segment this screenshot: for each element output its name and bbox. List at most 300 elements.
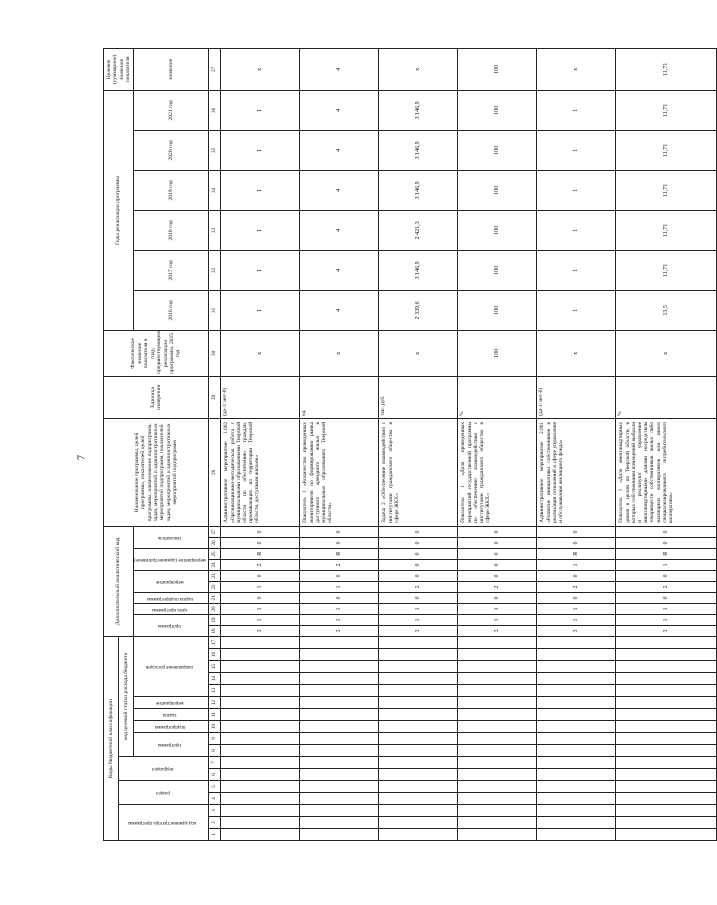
code-cell <box>300 781 379 793</box>
column-number: 10 <box>209 721 221 733</box>
year-value-cell: 1 <box>537 170 616 210</box>
code-cell <box>221 661 300 673</box>
code-cell <box>616 709 717 721</box>
year-value-cell: 1 <box>221 210 300 250</box>
admin-code-header: код администратора программы <box>119 805 209 841</box>
code-cell: 0 <box>221 537 300 548</box>
code-cell: 0 <box>379 548 458 559</box>
code-cell: 1 <box>537 559 616 570</box>
code-cell: 1 <box>300 614 379 625</box>
code-cell: 0 <box>458 592 537 603</box>
column-number: 11 <box>209 709 221 721</box>
programma-header: программа <box>134 733 209 757</box>
code-cell: 1 <box>616 559 717 570</box>
year-value-cell: 100 <box>458 210 537 250</box>
code-cell <box>300 649 379 661</box>
code-cell <box>616 673 717 685</box>
column-number: 2 <box>209 817 221 829</box>
code-cell: 0 <box>458 537 537 548</box>
column-number: 14 <box>209 673 221 685</box>
extra-task-header: задача подпрограммы <box>134 592 209 603</box>
year-value-cell: 4 <box>300 130 379 170</box>
code-cell: 0 <box>379 570 458 581</box>
target-value-cell: 4 <box>300 48 379 90</box>
code-cell <box>221 673 300 685</box>
year-value-cell: 3 146,9 <box>379 90 458 130</box>
base-year-cell: х <box>537 330 616 376</box>
code-cell <box>458 829 537 841</box>
code-cell: 0 <box>537 592 616 603</box>
code-cell <box>300 769 379 781</box>
code-cell <box>537 805 616 817</box>
page-number: 7 <box>76 455 88 460</box>
column-number: 32 <box>209 250 221 290</box>
code-cell <box>300 805 379 817</box>
code-cell: 1 <box>537 614 616 625</box>
row-name-cell: Административное мероприятие 2.001 «Развитие инициативы собственников в реализации отношений в сфере управления и обслуживания жилищного фонда» <box>537 418 616 526</box>
code-cell <box>616 769 717 781</box>
year-value-cell: 3 146,9 <box>379 250 458 290</box>
year-value-cell: 1 <box>221 290 300 330</box>
target-sub-header: значение <box>134 48 209 90</box>
code-cell: 0 <box>616 592 717 603</box>
code-cell: 1 <box>616 603 717 614</box>
code-cell <box>379 757 458 769</box>
table-row <box>300 48 379 840</box>
code-cell <box>537 697 616 709</box>
column-number: 24 <box>209 559 221 570</box>
base-year-cell: 100 <box>458 330 537 376</box>
year-header-2017: 2017 год <box>134 250 209 290</box>
code-cell: 1 <box>221 581 300 592</box>
code-cell: 0 <box>537 570 616 581</box>
code-cell <box>300 636 379 648</box>
code-cell: 0 <box>458 559 537 570</box>
code-cell <box>379 661 458 673</box>
code-cell <box>458 733 537 745</box>
code-cell: 1 <box>379 603 458 614</box>
column-number: 33 <box>209 210 221 250</box>
code-cell: 0 <box>300 526 379 537</box>
extra-event-header: мероприятие <box>134 570 209 592</box>
code-cell: 0 <box>221 570 300 581</box>
code-cell <box>537 793 616 805</box>
code-cell <box>458 793 537 805</box>
code-cell <box>458 781 537 793</box>
code-cell: 0 <box>616 570 717 581</box>
code-cell <box>537 636 616 648</box>
code-cell <box>300 661 379 673</box>
code-cell: 1 <box>300 581 379 592</box>
target-value-cell: 100 <box>458 48 537 90</box>
target-value-cell: х <box>379 48 458 90</box>
code-cell: 2 <box>300 559 379 570</box>
year-value-cell: 11,71 <box>616 90 717 130</box>
column-number: 3 <box>209 805 221 817</box>
year-header-2019: 2019 год <box>134 170 209 210</box>
column-number: 36 <box>209 90 221 130</box>
column-number-row <box>209 48 221 840</box>
year-value-cell: 100 <box>458 170 537 210</box>
column-number: 30 <box>209 330 221 376</box>
code-cell <box>616 721 717 733</box>
year-value-cell: 100 <box>458 130 537 170</box>
code-cell <box>458 636 537 648</box>
code-cell <box>537 769 616 781</box>
column-number: 37 <box>209 48 221 90</box>
code-cell <box>221 721 300 733</box>
year-value-cell: 1 <box>537 290 616 330</box>
code-cell <box>300 745 379 757</box>
code-cell: 0 <box>221 526 300 537</box>
year-value-cell: 1 <box>221 90 300 130</box>
code-cell <box>221 709 300 721</box>
code-cell <box>458 805 537 817</box>
code-cell <box>458 817 537 829</box>
row-name-cell: Показатель 1 «Доля многоквартирных домов в целом по Тверской области, в которых собственники помещений выбрали и реализуют управление многоквартирными домами посредством товариществ собственников жилья либо жилищных кооперативов или иного специализированного потребительского кооператива» <box>616 418 717 526</box>
year-value-cell: 1 <box>221 130 300 170</box>
code-cell <box>300 721 379 733</box>
code-cell <box>616 697 717 709</box>
code-cell <box>458 685 537 697</box>
base-year-column-header: Фактическое значение показателя в году, предшествующем реализации программы, 2015 год <box>104 330 209 376</box>
code-cell <box>300 829 379 841</box>
code-cell <box>221 817 300 829</box>
table-row <box>537 48 616 840</box>
column-number: 5 <box>209 781 221 793</box>
code-cell: 0 <box>458 570 537 581</box>
code-cell: 1 <box>221 614 300 625</box>
code-cell <box>379 793 458 805</box>
column-number: 1 <box>209 829 221 841</box>
row-name-cell: Показатель 1 «Доля проведенных мероприятий государственной программы по обеспечению взаимодействия с институтами гражданского общества в сфере ЖКХ» <box>458 418 537 526</box>
code-cell: 3 <box>300 625 379 636</box>
code-cell <box>537 817 616 829</box>
code-cell: 2 <box>221 559 300 570</box>
unit-cell: (да-1/ нет-0) <box>221 376 300 418</box>
code-cell <box>221 685 300 697</box>
year-value-cell: 1 <box>221 250 300 290</box>
column-number: 6 <box>209 769 221 781</box>
code-cell <box>616 661 717 673</box>
year-value-cell: 1 <box>537 130 616 170</box>
base-year-cell: х <box>379 330 458 376</box>
header-row-1 <box>104 48 119 840</box>
column-number: 16 <box>209 649 221 661</box>
code-cell: 1 <box>458 614 537 625</box>
year-header-2020: 2020 год <box>134 130 209 170</box>
unit-cell: ед. <box>300 376 379 418</box>
code-cell <box>221 757 300 769</box>
code-cell: 1 <box>221 603 300 614</box>
code-cell <box>537 745 616 757</box>
extra-code-group-header: Дополнительный аналитический код <box>104 526 134 636</box>
target-column-header: Целевое (суммарное) значение показателя <box>104 48 134 90</box>
code-cell <box>458 709 537 721</box>
column-number: 17 <box>209 636 221 648</box>
code-cell: 0 <box>616 526 717 537</box>
extra-admin-event-header: мероприятие (административное) <box>134 548 209 570</box>
code-cell: 3 <box>221 625 300 636</box>
code-cell <box>537 757 616 769</box>
code-cell <box>300 817 379 829</box>
code-cell: 3 <box>537 625 616 636</box>
code-cell: 0 <box>300 537 379 548</box>
napravlenie-header: направление расходов <box>134 636 209 696</box>
code-cell: 3 <box>379 625 458 636</box>
target-value-cell: 11,71 <box>616 48 717 90</box>
code-cell <box>379 685 458 697</box>
unit-cell: % <box>458 376 537 418</box>
column-number: 9 <box>209 733 221 745</box>
code-cell <box>221 805 300 817</box>
year-value-cell: 2 339,6 <box>379 290 458 330</box>
unit-column-header: Единица измерения <box>104 376 209 418</box>
code-cell <box>221 769 300 781</box>
column-number: 7 <box>209 757 221 769</box>
code-cell <box>537 781 616 793</box>
code-cell <box>300 673 379 685</box>
year-value-cell: 4 <box>300 210 379 250</box>
year-value-cell: 1 <box>537 250 616 290</box>
code-cell <box>300 697 379 709</box>
zadacha-header: задача <box>134 709 209 721</box>
year-value-cell: 1 <box>221 170 300 210</box>
code-cell <box>379 649 458 661</box>
unit-cell: тыс. руб. <box>379 376 458 418</box>
code-cell <box>221 745 300 757</box>
code-cell <box>616 745 717 757</box>
year-header-2018: 2018 год <box>134 210 209 250</box>
code-cell <box>379 829 458 841</box>
code-cell <box>458 673 537 685</box>
year-value-cell: 100 <box>458 90 537 130</box>
code-cell <box>458 649 537 661</box>
budget-table <box>103 48 717 841</box>
table-row <box>221 48 300 840</box>
podprogramma-header: подпрограмма <box>134 721 209 733</box>
code-cell <box>221 781 300 793</box>
row-name-cell: Задача 2 «Обеспечение взаимодействия с институтами гражданского общества в сфере ЖКХ» <box>379 418 458 526</box>
unit-cell: (да-1/ нет-0) <box>537 376 616 418</box>
code-cell <box>300 709 379 721</box>
code-cell: 1 <box>300 603 379 614</box>
year-value-cell: 13,5 <box>616 290 717 330</box>
code-cell: 1 <box>379 614 458 625</box>
year-value-cell: 4 <box>300 290 379 330</box>
code-cell <box>221 793 300 805</box>
code-cell: 0 <box>458 548 537 559</box>
code-cell <box>537 733 616 745</box>
year-value-cell: 11,71 <box>616 170 717 210</box>
table-row <box>458 48 537 840</box>
column-number: 25 <box>209 548 221 559</box>
razdel-header: раздел <box>119 781 209 805</box>
code-cell <box>616 733 717 745</box>
year-value-cell: 4 <box>300 250 379 290</box>
meropriyatie-header: мероприятие <box>134 697 209 709</box>
year-value-cell: 3 146,9 <box>379 170 458 210</box>
code-cell <box>537 685 616 697</box>
code-cell <box>458 757 537 769</box>
code-cell: 0 <box>379 592 458 603</box>
column-number: 20 <box>209 603 221 614</box>
table-body <box>221 48 717 840</box>
code-cell <box>221 649 300 661</box>
code-cell: 0 <box>537 526 616 537</box>
podrazdel-header: подраздел <box>119 757 209 781</box>
column-number: 15 <box>209 661 221 673</box>
year-value-cell: 11,71 <box>616 210 717 250</box>
year-value-cell: 3 146,9 <box>379 130 458 170</box>
code-cell: 2 <box>616 581 717 592</box>
code-cell <box>379 697 458 709</box>
column-number: 21 <box>209 592 221 603</box>
code-cell <box>300 685 379 697</box>
column-number: 13 <box>209 685 221 697</box>
year-value-cell: 4 <box>300 170 379 210</box>
code-cell: 3 <box>616 625 717 636</box>
code-cell <box>616 817 717 829</box>
code-cell: 2 <box>379 581 458 592</box>
code-cell <box>379 721 458 733</box>
code-cell <box>379 817 458 829</box>
table-row <box>379 48 458 840</box>
code-cell: 1 <box>616 614 717 625</box>
year-value-cell: 100 <box>458 250 537 290</box>
extra-programma-header: программа <box>134 614 209 636</box>
column-number: 34 <box>209 170 221 210</box>
code-cell <box>379 781 458 793</box>
code-cell <box>458 745 537 757</box>
code-cell: 1 <box>458 603 537 614</box>
code-cell: 2 <box>458 581 537 592</box>
code-cell <box>458 661 537 673</box>
code-cell: 2 <box>537 581 616 592</box>
year-header-2016: 2016 год <box>134 290 209 330</box>
year-value-cell: 1 <box>537 210 616 250</box>
code-cell <box>616 685 717 697</box>
table-row <box>616 48 717 840</box>
code-cell: Я <box>221 548 300 559</box>
code-cell: 1 <box>537 603 616 614</box>
code-cell <box>537 673 616 685</box>
code-cell: Я <box>300 548 379 559</box>
extra-indicator-header: показатель <box>134 526 209 548</box>
code-cell <box>379 673 458 685</box>
column-number: 27 <box>209 526 221 537</box>
column-number: 12 <box>209 697 221 709</box>
code-cell <box>537 709 616 721</box>
code-cell <box>221 829 300 841</box>
code-cell <box>458 769 537 781</box>
code-cell: 0 <box>379 526 458 537</box>
code-cell: 0 <box>300 592 379 603</box>
code-cell <box>300 793 379 805</box>
year-value-cell: 2 421,3 <box>379 210 458 250</box>
code-cell <box>537 721 616 733</box>
year-value-cell: 11,71 <box>616 250 717 290</box>
column-number: 26 <box>209 537 221 548</box>
code-cell <box>537 661 616 673</box>
target-value-cell: х <box>537 48 616 90</box>
year-value-cell: 100 <box>458 290 537 330</box>
column-number: 4 <box>209 793 221 805</box>
code-cell: 0 <box>537 537 616 548</box>
row-name-cell: Показатель 1 «Количество проведенных мониторингов по формированию рынка доступного арендного жилья в муниципальных образованиях Тверской области» <box>300 418 379 526</box>
name-column-header: Наименование программы, целей программы, показателей целей программы, наименование подпрограмм, задач, мероприятий и административных мероприятий подпрограмм, показателей задач, мероприятий и административных мероприятий подпрограмм <box>104 418 209 526</box>
column-number: 22 <box>209 581 221 592</box>
code-cell <box>616 793 717 805</box>
column-number: 35 <box>209 130 221 170</box>
code-cell <box>300 757 379 769</box>
code-cell: 0 <box>616 537 717 548</box>
extra-goal-header: цель программы <box>134 603 209 614</box>
column-number: 8 <box>209 745 221 757</box>
target-value-cell: х <box>221 48 300 90</box>
year-header-2021: 2021 год <box>134 90 209 130</box>
code-cell: 0 <box>458 526 537 537</box>
code-cell: Я <box>537 548 616 559</box>
code-cell <box>458 721 537 733</box>
column-number: 29 <box>209 376 221 418</box>
code-cell: 0 <box>300 570 379 581</box>
code-cell <box>379 733 458 745</box>
years-group-header: Годы реализации программы <box>104 90 134 330</box>
code-cell <box>616 636 717 648</box>
year-value-cell: 4 <box>300 90 379 130</box>
base-year-cell: х <box>616 330 717 376</box>
year-value-cell: 11,71 <box>616 130 717 170</box>
code-cell <box>300 733 379 745</box>
code-cell: 0 <box>379 559 458 570</box>
code-cell <box>221 697 300 709</box>
code-cell: 0 <box>379 537 458 548</box>
column-number: 28 <box>209 418 221 526</box>
code-cell <box>379 805 458 817</box>
kcsr-group-header: код целевой статьи расхода бюджета <box>119 636 134 756</box>
column-number: 19 <box>209 614 221 625</box>
code-cell <box>379 636 458 648</box>
code-cell <box>379 709 458 721</box>
code-cell <box>458 697 537 709</box>
column-number: 23 <box>209 570 221 581</box>
code-cell <box>221 733 300 745</box>
code-cell <box>616 829 717 841</box>
unit-cell: % <box>616 376 717 418</box>
year-value-cell: 1 <box>537 90 616 130</box>
kbk-group-header: Коды бюджетной классификации <box>104 636 119 840</box>
code-cell <box>379 745 458 757</box>
column-number: 31 <box>209 290 221 330</box>
code-cell <box>537 649 616 661</box>
code-cell <box>616 649 717 661</box>
base-year-cell: х <box>300 330 379 376</box>
base-year-cell: х <box>221 330 300 376</box>
rotated-table-container <box>103 54 674 841</box>
code-cell: 0 <box>221 592 300 603</box>
code-cell <box>616 781 717 793</box>
code-cell: 3 <box>458 625 537 636</box>
column-number: 18 <box>209 625 221 636</box>
code-cell <box>616 757 717 769</box>
code-cell <box>221 636 300 648</box>
code-cell: Я <box>616 548 717 559</box>
code-cell <box>537 829 616 841</box>
row-name-cell: Административное мероприятие 1.002 «Организационно-методическая работа с муниципальными образованиями Тверской области по обеспечению граждан, проживающих на территории Тверской области, доступным жильем» <box>221 418 300 526</box>
code-cell <box>379 769 458 781</box>
code-cell <box>616 805 717 817</box>
